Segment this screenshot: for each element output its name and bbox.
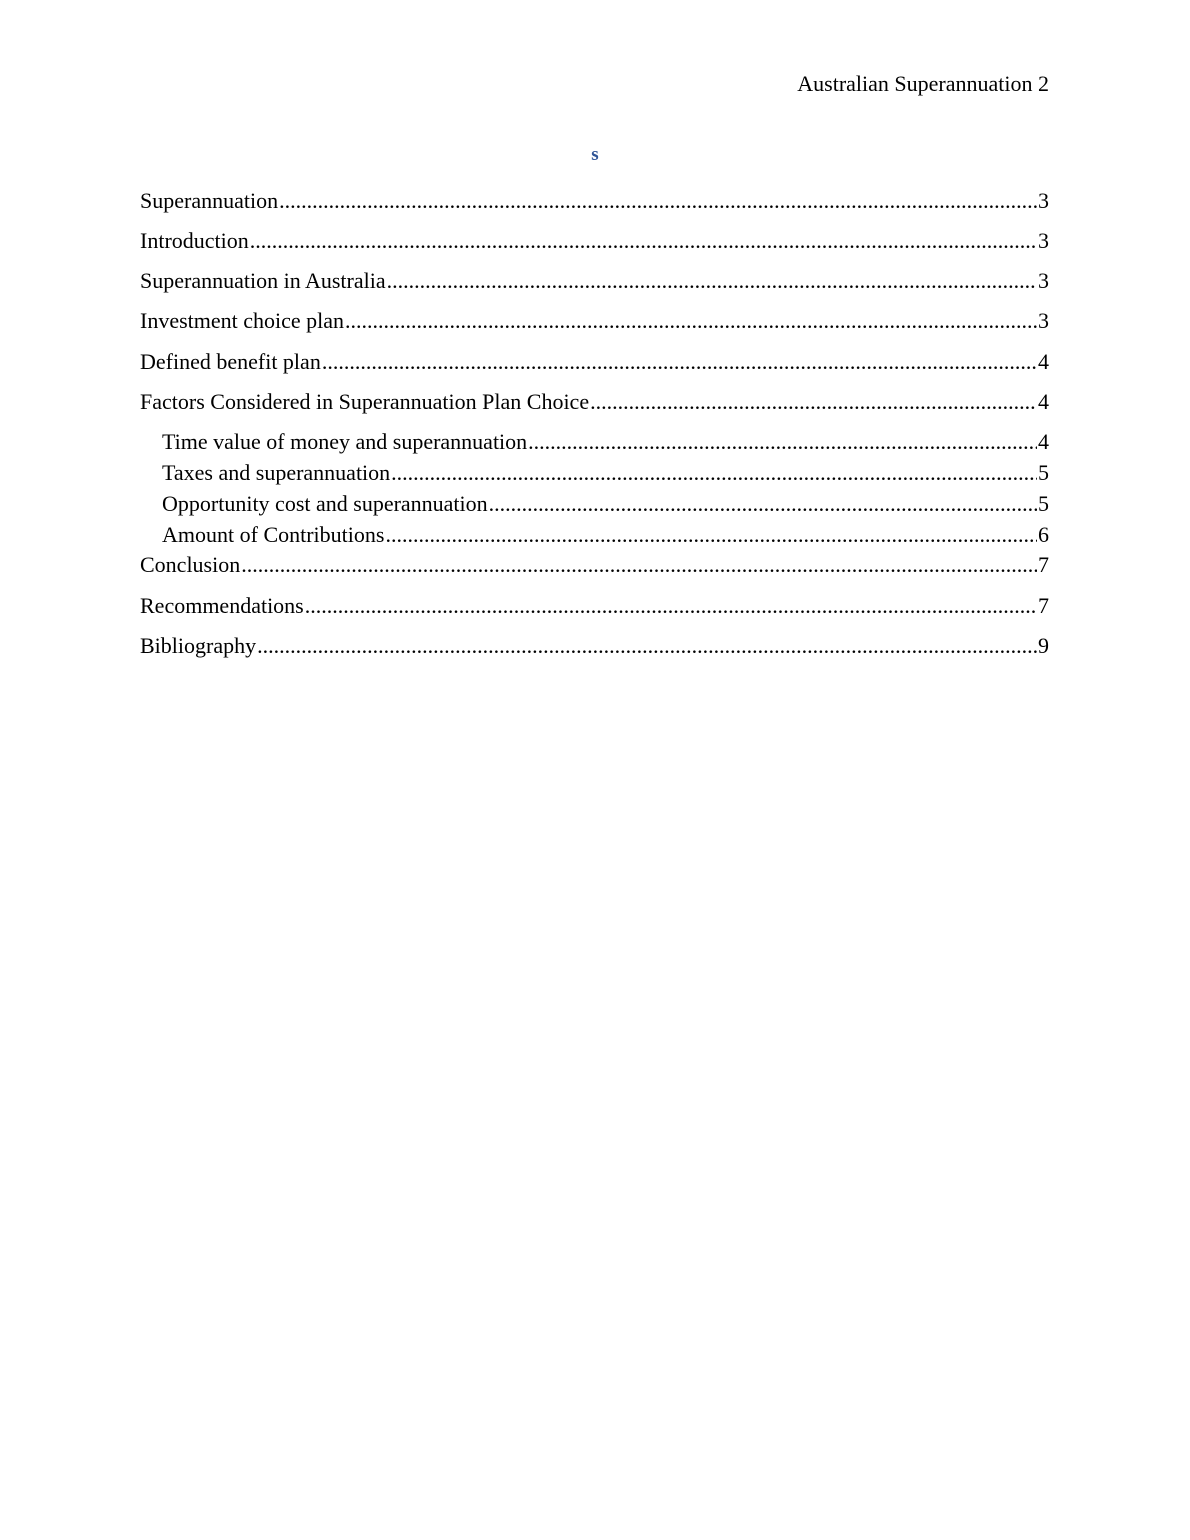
toc-dot-leader [345, 307, 1037, 335]
toc-dot-leader [385, 521, 1037, 549]
toc-dot-leader [241, 551, 1037, 579]
toc-page-number: 4 [1038, 389, 1049, 414]
toc-dot-leader [489, 490, 1037, 518]
toc-title: s [591, 144, 599, 165]
toc-entry-label: Bibliography [140, 633, 257, 658]
toc-dot-leader [387, 267, 1037, 295]
toc-page-number: 4 [1038, 349, 1049, 374]
running-header: Australian Superannuation 2 [797, 71, 1049, 96]
toc-entry-factors-considered[interactable] [140, 388, 1049, 416]
toc-page-number: 3 [1038, 228, 1049, 253]
toc-dot-leader [279, 187, 1037, 215]
toc-page-number: 9 [1038, 633, 1049, 658]
toc-entry-conclusion[interactable] [140, 551, 1049, 579]
toc-page-number: 3 [1038, 188, 1049, 213]
toc-entry-amount-of-contributions[interactable] [162, 521, 1049, 549]
toc-page-number: 6 [1038, 522, 1049, 547]
toc-entry-label: Introduction [140, 228, 249, 253]
toc-entry-introduction[interactable] [140, 227, 1049, 255]
toc-entry-label: Amount of Contributions [162, 522, 385, 547]
toc-page-number: 7 [1038, 593, 1049, 618]
toc-page-number: 5 [1038, 460, 1049, 485]
toc-dot-leader [305, 592, 1037, 620]
toc-entry-label: Opportunity cost and superannuation [162, 491, 488, 516]
toc-entry-label: Investment choice plan [140, 308, 345, 333]
toc-entry-label: Recommendations [140, 593, 304, 618]
toc-entry-time-value-of-money[interactable] [162, 428, 1049, 456]
toc-entry-label: Defined benefit plan [140, 349, 321, 374]
toc-entry-label: Time value of money and superannuation [162, 429, 528, 454]
toc-entry-superannuation[interactable] [140, 187, 1049, 215]
toc-page-number: 3 [1038, 308, 1049, 333]
toc-dot-leader [528, 428, 1037, 456]
toc-entry-label: Taxes and superannuation [162, 460, 391, 485]
toc-entry-label: Superannuation [140, 188, 279, 213]
toc-entry-investment-choice-plan[interactable] [140, 307, 1049, 335]
toc-dot-leader [590, 388, 1037, 416]
toc-page-number: 4 [1038, 429, 1049, 454]
toc-page-number: 7 [1038, 552, 1049, 577]
toc-dot-leader [391, 459, 1037, 487]
toc-dot-leader [257, 632, 1037, 660]
toc-dot-leader [250, 227, 1037, 255]
toc-entry-label: Superannuation in Australia [140, 268, 386, 293]
toc-entry-superannuation-in-australia[interactable] [140, 267, 1049, 295]
toc-page-number: 5 [1038, 491, 1049, 516]
toc-page-number: 3 [1038, 268, 1049, 293]
toc-entry-bibliography[interactable] [140, 632, 1049, 660]
toc-entry-defined-benefit-plan[interactable] [140, 348, 1049, 376]
toc-entry-label: Conclusion [140, 552, 241, 577]
toc-entry-opportunity-cost[interactable] [162, 490, 1049, 518]
toc-entry-taxes[interactable] [162, 459, 1049, 487]
toc-dot-leader [322, 348, 1037, 376]
toc-entry-label: Factors Considered in Superannuation Plan Choice [140, 389, 590, 414]
toc-entry-recommendations[interactable] [140, 592, 1049, 620]
